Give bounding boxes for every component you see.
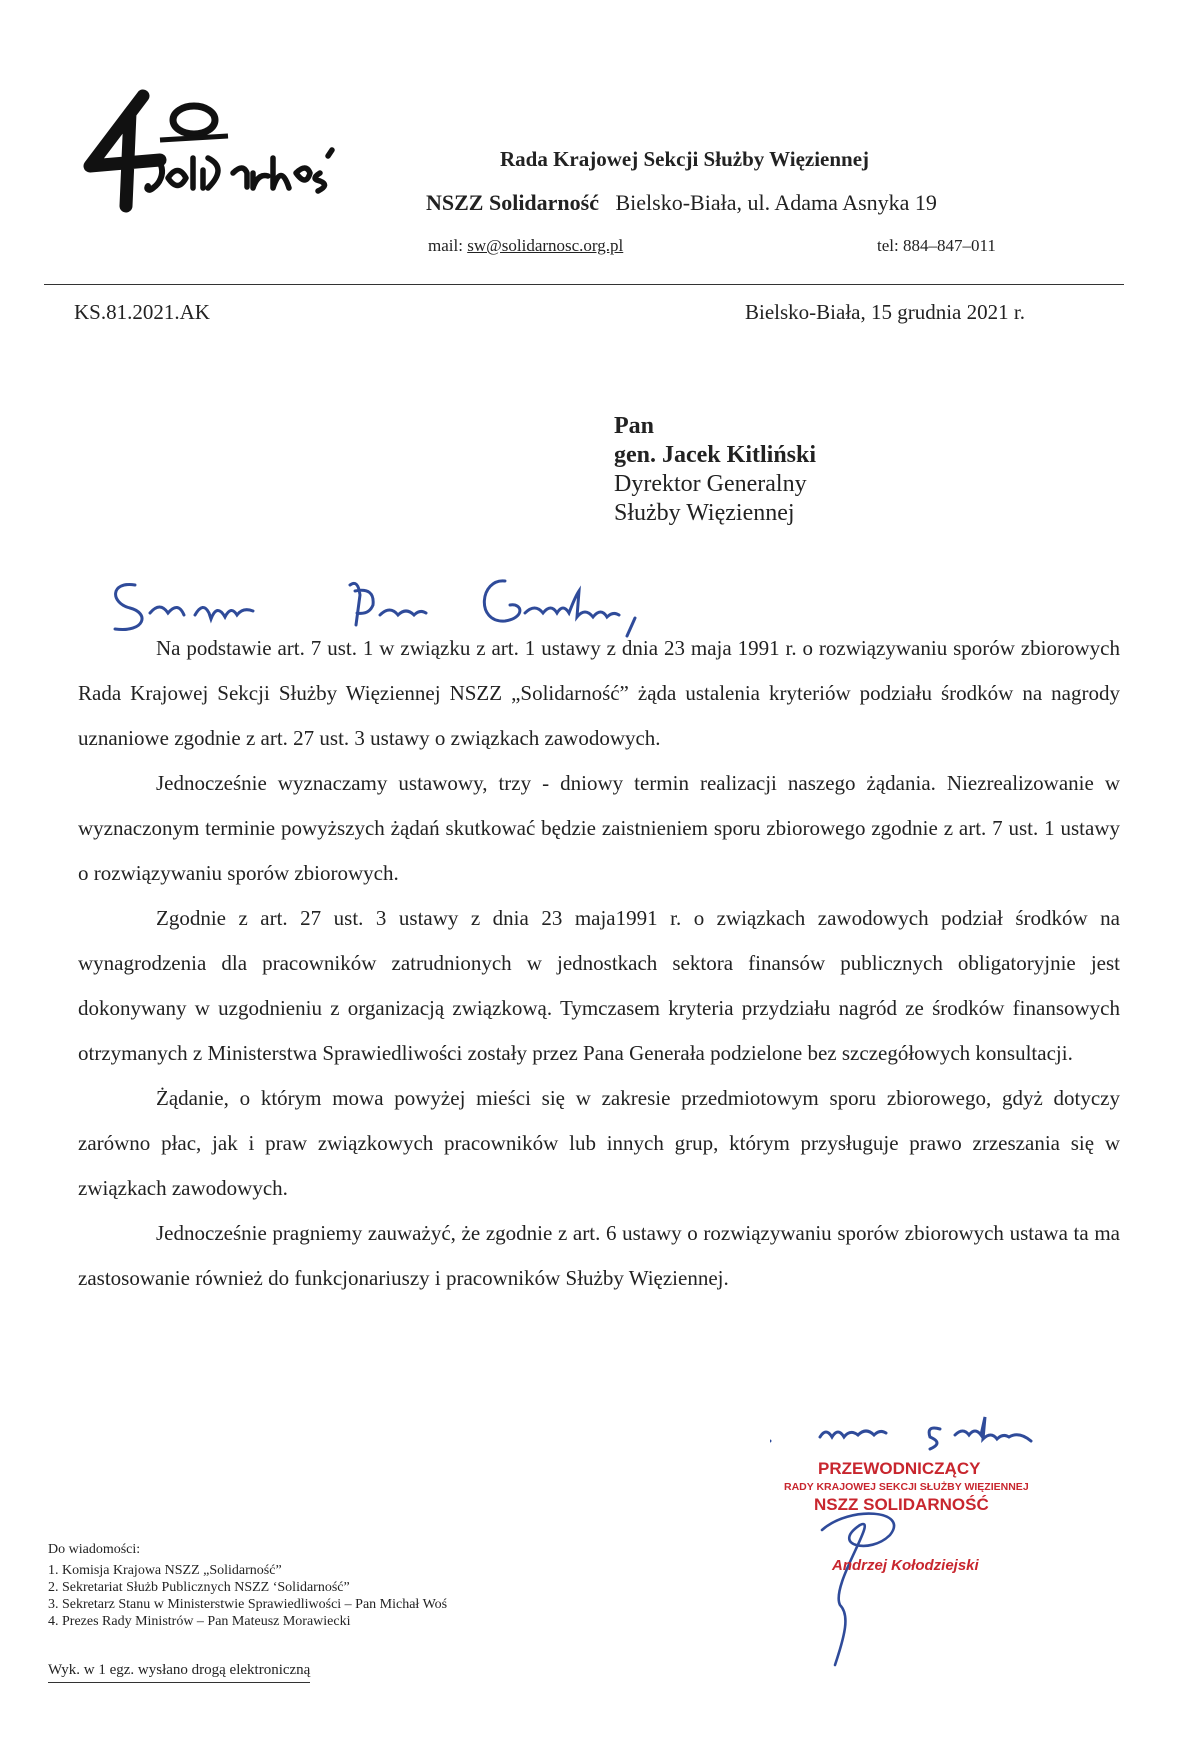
letter-body [78, 626, 1120, 1301]
copies-note: Wyk. w 1 egz. wysłano drogą elektroniczną [48, 1662, 310, 1683]
body-paragraph-1: Na podstawie art. 7 ust. 1 w związku z art. 1 ustawy z dnia 23 maja 1991 r. o rozwiązywaniu sporów zbiorowych Rada Krajowej Sekcji Służby Więziennej NSZZ „Solidarność” żąda ustalenia kryteriów podziału środków na nagrody uznaniowe zgodnie z art. 27 ust. 3 ustawy o związkach zawodowych. [78, 636, 1120, 750]
org-name-address [426, 190, 937, 216]
org-name: NSZZ Solidarność [426, 190, 599, 215]
org-title: Rada Krajowej Sekcji Służby Więziennej [500, 147, 870, 171]
addressee-line1: Pan [614, 413, 655, 439]
body-paragraph-4: Żądanie, o którym mowa powyżej mieści się w zakresie przedmiotowym sporu zbiorowego, gdyż dotyczy zarówno płac, jak i praw związkowych pracowników lub innych grup, którym przysługuje prawo zrzeszania się w związkach zawodowych. [78, 1086, 1120, 1200]
mail-label: mail: [428, 236, 463, 255]
addressee-line4: Służby Więziennej [614, 500, 795, 526]
org-address: Bielsko-Biała, ul. Adama Asnyka 19 [615, 190, 937, 215]
addressee-line3: Dyrektor Generalny [614, 471, 807, 497]
header-divider [44, 284, 1124, 285]
body-paragraph-2: Jednocześnie wyznaczamy ustawowy, trzy - dniowy termin realizacji naszego żądania. Niezrealizowanie w wyznaczonym terminie powyższych żądań skutkować będzie zaistnieniem sporu zbiorowego zgodnie z art. 7 ust. 1 ustawy o rozwiązywaniu sporów zbiorowych. [78, 771, 1120, 885]
cc-item: 1. Komisja Krajowa NSZZ „Solidarność” [48, 1563, 282, 1578]
contact-mail [428, 236, 623, 256]
solidarnosc-40-logo [68, 78, 348, 228]
reference-number: KS.81.2021.AK [74, 300, 210, 324]
cc-item: 4. Prezes Rady Ministrów – Pan Mateusz Morawiecki [48, 1614, 351, 1629]
stamp-union: NSZZ SOLIDARNOŚĆ [814, 1495, 989, 1514]
cc-heading: Do wiadomości: [48, 1542, 141, 1557]
body-paragraph-3: Zgodnie z art. 27 ust. 3 ustawy z dnia 23 maja1991 r. o związkach zawodowych podział środków na wynagrodzenia dla pracowników zatrudnionych w jednostkach sektora finansów publicznych obligatoryjnie jest dokonywany w uzgodnieniu z organizacją związkową. Tymczasem kryteria przydziału nagród ze środków finansowych otrzymanych z Ministerstwa Sprawiedliwości zostały przez Pana Generała podzielone bez szczegółowych konsultacji. [78, 906, 1120, 1065]
cc-item: 2. Sekretariat Służb Publicznych NSZZ ‘Solidarność” [48, 1580, 350, 1595]
addressee-block [614, 412, 816, 528]
stamp-name: Andrzej Kołodziejski [832, 1557, 979, 1574]
cc-list [48, 1562, 447, 1630]
stamp-title: PRZEWODNICZĄCY [818, 1459, 981, 1478]
addressee-line2: gen. Jacek Kitliński [614, 442, 817, 468]
cc-item: 3. Sekretarz Stanu w Ministerstwie Sprawiedliwości – Pan Michał Woś [48, 1597, 448, 1612]
mail-link[interactable]: sw@solidarnosc.org.pl [467, 236, 624, 255]
contact-tel: tel: 884–847–011 [877, 236, 996, 255]
stamp-org: RADY KRAJOWEJ SEKCJI SŁUŻBY WIĘZIENNEJ [784, 1481, 1029, 1493]
body-paragraph-5: Jednocześnie pragniemy zauważyć, że zgodnie z art. 6 ustawy o rozwiązywaniu sporów zbiorowych ustawa ta ma zastosowanie również do funkcjonariuszy i pracowników Służby Więziennej. [78, 1221, 1120, 1290]
letter-date: Bielsko-Biała, 15 grudnia 2021 r. [745, 300, 1025, 324]
signature-area [770, 1415, 1130, 1725]
